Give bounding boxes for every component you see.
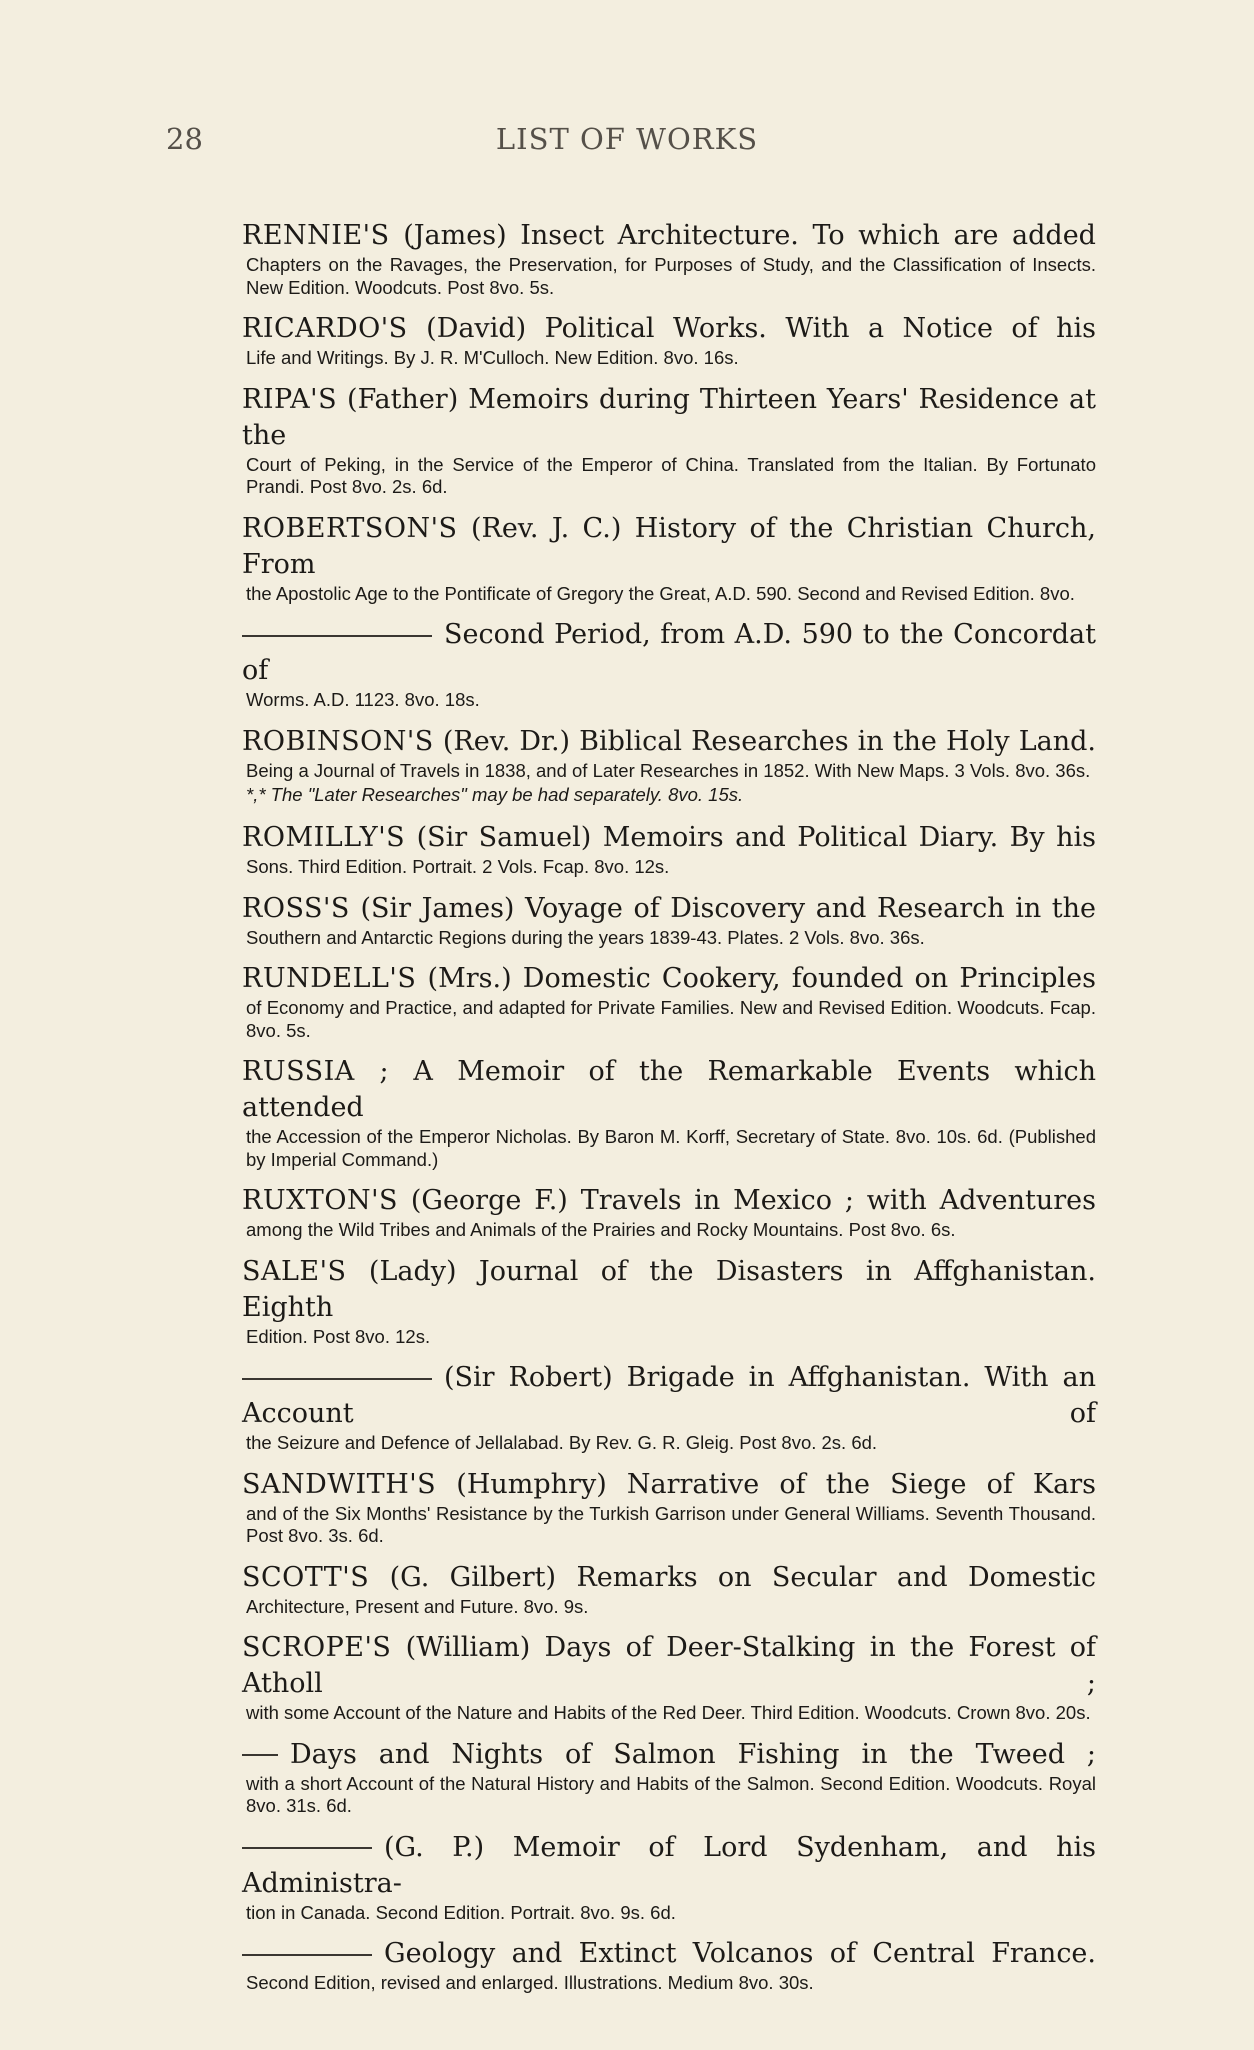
ditto-rule [242, 635, 432, 637]
entry-details: Worms. A.D. 1123. 8vo. 18s. [246, 689, 480, 710]
author-forename: (James) [403, 220, 507, 251]
entry-heading [242, 724, 1096, 760]
catalogue-entry [242, 1936, 1096, 1995]
entry-title: Political Works. With a Notice of his [544, 313, 1096, 344]
ditto-rule [242, 1847, 372, 1849]
catalogue-entry [242, 617, 1096, 712]
entry-heading [242, 1183, 1096, 1219]
entry-title: Memoir of Lord Sydenham, and his Administra- [242, 1831, 1096, 1899]
ditto-rule [242, 1378, 432, 1380]
ditto-rule [242, 1954, 372, 1956]
ditto-rule [242, 1754, 278, 1756]
catalogue-entry [242, 1254, 1096, 1349]
author-name: RUSSIA ; [242, 1056, 390, 1087]
entry-title: Remarks on Secular and Domestic [576, 1561, 1096, 1593]
catalogue-entry [242, 1830, 1096, 1925]
author-name: RUXTON'S [242, 1185, 398, 1216]
author-name: RENNIE'S [242, 220, 390, 251]
catalogue-entry [242, 1054, 1096, 1171]
catalogue-entry [242, 382, 1096, 499]
entry-title: A Memoir of the Remarkable Events which attended [242, 1056, 1096, 1123]
entry-heading [242, 820, 1096, 856]
author-forename: (Rev. J. C.) [470, 512, 622, 544]
entry-title: Memoirs during Thirteen Years' Residence at the [242, 383, 1096, 451]
author-forename: (George F.) [410, 1185, 568, 1216]
entry-title: Days of Deer-Stalking in the Forest of Atholl ; [242, 1632, 1097, 1699]
entry-details: Southern and Antarctic Regions during the years 1839-43. Plates. 2 Vols. 8vo. 36s. [246, 926, 925, 948]
entry-heading [242, 1360, 1096, 1432]
author-name: RICARDO'S [242, 313, 408, 344]
author-forename: (G. P.) [384, 1831, 485, 1863]
author-name: ROBINSON'S [242, 725, 434, 757]
entry-details: Sons. Third Edition. Portrait. 2 Vols. Fcap. 8vo. 12s. [246, 856, 670, 877]
entry-heading [242, 311, 1096, 347]
entry-title: Second Period, from A.D. 590 to the Concordat of [242, 619, 1096, 686]
entry-details: Court of Peking, in the Service of the Emperor of China. Translated from the Italian. By Fortunato Prandi. Post 8vo. 2s. 6d. [246, 453, 1096, 497]
entry-title: Insect Architecture. To which are added [520, 220, 1096, 251]
entry-heading [242, 891, 1096, 927]
author-name: SANDWITH'S [242, 1468, 437, 1500]
author-forename: (Lady) [368, 1255, 457, 1287]
entry-heading [242, 511, 1096, 583]
entry-details: Life and Writings. By J. R. M'Culloch. New Edition. 8vo. 16s. [246, 347, 739, 368]
entry-details: and of the Six Months' Resistance by the Turkish Garrison under General Williams. Seventh Thousand. Post 8vo. 3s. 6d. [246, 1502, 1096, 1546]
entry-heading [242, 1254, 1096, 1326]
author-name: ROSS'S [242, 892, 350, 924]
entry-details: among the Wild Tribes and Animals of the Prairies and Rocky Mountains. Post 8vo. 6s. [246, 1219, 956, 1240]
entry-details: Second Edition, revised and enlarged. Illustrations. Medium 8vo. 30s. [246, 1972, 814, 1993]
author-name: ROMILLY'S [242, 822, 406, 853]
author-name: SCROPE'S [242, 1632, 392, 1663]
entry-title: Biblical Researches in the Holy Land. [579, 725, 1096, 757]
author-forename: (G. Gilbert) [389, 1561, 557, 1593]
entry-details: with some Account of the Nature and Habits of the Red Deer. Third Edition. Woodcuts. Crown 8vo. 20s. [246, 1702, 1091, 1723]
entry-heading [242, 1630, 1096, 1702]
entry-title: Geology and Extinct Volcanos of Central France. [384, 1938, 1096, 1969]
entry-heading [242, 1560, 1096, 1596]
catalogue-entries [242, 218, 1096, 2007]
entry-title: History of the Christian Church, From [242, 512, 1096, 580]
entry-heading [242, 1737, 1096, 1773]
catalogue-entry [242, 1183, 1096, 1242]
entry-note: *,* The "Later Researches" may be had separately. 8vo. 15s. [246, 784, 744, 805]
entry-heading [242, 218, 1096, 254]
page-number: 28 [166, 122, 203, 156]
author-forename: (William) [405, 1632, 531, 1663]
author-forename: (Sir Samuel) [416, 822, 592, 853]
entry-details: Being a Journal of Travels in 1838, and of Later Researches in 1852. With New Maps. 3 Vols. 8vo. 36s. [246, 759, 1091, 781]
entry-details: of Economy and Practice, and adapted for Private Families. New and Revised Edition. Woodcuts. Fcap. 8vo. 5s. [246, 997, 1096, 1041]
entry-title: Narrative of the Siege of Kars [626, 1468, 1096, 1500]
catalogue-entry [242, 218, 1096, 299]
running-title: LIST OF WORKS [495, 122, 759, 156]
page-header [0, 122, 1254, 162]
entry-title: Voyage of Discovery and Research in the [525, 892, 1096, 924]
author-forename: (David) [426, 313, 527, 344]
entry-title: Journal of the Disasters in Affghanistan. Eighth [242, 1255, 1096, 1323]
catalogue-entry [242, 511, 1096, 606]
entry-details: Edition. Post 8vo. 12s. [246, 1325, 431, 1347]
author-forename: (Sir James) [360, 892, 515, 924]
entry-details: the Seizure and Defence of Jellalabad. By Rev. G. R. Gleig. Post 8vo. 2s. 6d. [246, 1432, 878, 1453]
entry-title: Travels in Mexico ; with Adventures [580, 1185, 1096, 1216]
author-forename: (Mrs.) [427, 963, 512, 994]
catalogue-entry [242, 1467, 1096, 1548]
catalogue-entry [242, 820, 1096, 879]
catalogue-entry [242, 311, 1096, 370]
catalogue-entry [242, 1630, 1096, 1725]
entry-heading [242, 1467, 1096, 1503]
author-name: RUNDELL'S [242, 963, 417, 994]
entry-details: with a short Account of the Natural History and Habits of the Salmon. Second Edition. Woodcuts. Royal 8vo. 31s. 6d. [246, 1772, 1096, 1816]
author-forename: (Father) [347, 383, 459, 415]
entry-heading [242, 1054, 1096, 1126]
entry-details: the Accession of the Emperor Nicholas. By Baron M. Korff, Secretary of State. 8vo. 10s. 6d. (Published by Imperial Command.) [246, 1126, 1096, 1170]
entry-heading [242, 1936, 1096, 1972]
entry-title: Memoirs and Political Diary. By his [602, 822, 1096, 853]
author-name: SALE'S [242, 1255, 347, 1287]
catalogue-entry [242, 1560, 1096, 1619]
entry-details: Architecture, Present and Future. 8vo. 9s. [246, 1595, 589, 1617]
catalogue-entry [242, 891, 1096, 950]
entry-heading [242, 382, 1096, 454]
entry-title: Days and Nights of Salmon Fishing in the Tweed ; [290, 1738, 1096, 1770]
catalogue-entry [242, 724, 1096, 809]
entry-heading [242, 617, 1096, 689]
entry-details: Chapters on the Ravages, the Preservation, for Purposes of Study, and the Classification of Insects. New Edition. Woodcuts. Post 8vo. 5s. [246, 254, 1096, 298]
author-forename: (Sir Robert) [444, 1362, 613, 1393]
entry-heading [242, 961, 1096, 997]
entry-heading [242, 1830, 1096, 1902]
entry-details: tion in Canada. Second Edition. Portrait. 8vo. 9s. 6d. [246, 1901, 676, 1923]
catalogue-entry [242, 1360, 1096, 1455]
author-forename: (Humphry) [456, 1468, 607, 1500]
entry-details: the Apostolic Age to the Pontificate of Gregory the Great, A.D. 590. Second and Revised Edition. 8vo. [246, 582, 1075, 604]
author-name: SCOTT'S [242, 1561, 370, 1593]
entry-title: Domestic Cookery, founded on Principles [522, 963, 1096, 994]
entry-title: Brigade in Affghanistan. With an Account of [242, 1362, 1096, 1429]
author-forename: (Rev. Dr.) [442, 725, 571, 757]
catalogue-entry [242, 961, 1096, 1042]
catalogue-entry [242, 1737, 1096, 1818]
author-name: RIPA'S [242, 383, 338, 415]
author-name: ROBERTSON'S [242, 512, 458, 544]
